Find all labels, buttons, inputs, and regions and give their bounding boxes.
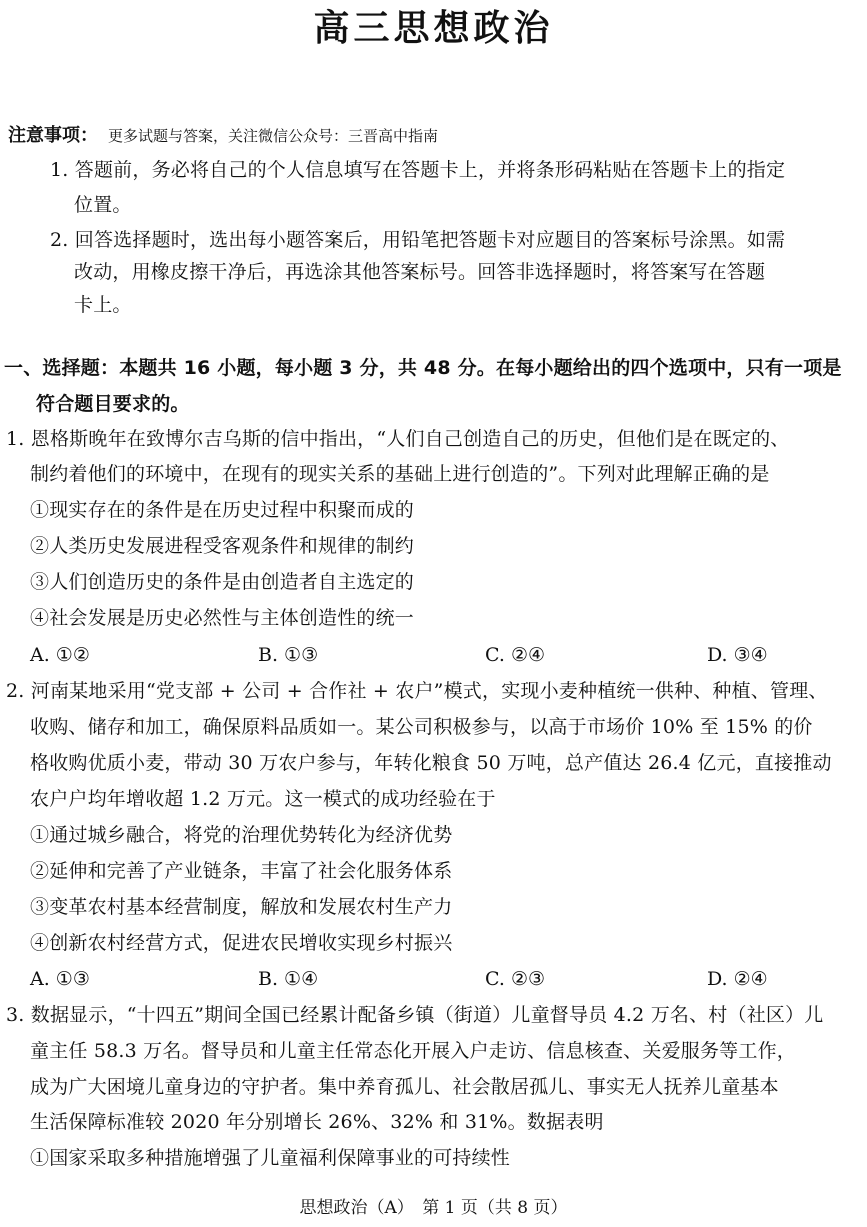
notice-extra: 更多试题与答案，关注微信公众号：三晋高中指南 <box>108 127 439 145</box>
q3-stem: 3. 数据显示，“十四五”期间全国已经累计配备乡镇（街道）儿童督导员 4.2 万名、村（社区）儿 <box>6 1004 824 1026</box>
q2-stem-cont2: 格收购优质小麦，带动 30 万农户参与，年转化粮食 50 万吨，总产值达 26.4 亿元，直接推动 <box>30 752 832 774</box>
q2-stem: 2. 河南某地采用“党支部 + 公司 + 合作社 + 农户”模式，实现小麦种植统一供种、种植、管理、 <box>6 680 828 702</box>
page-footer: 思想政治（A） 第 1 页（共 8 页） <box>299 1198 568 1218</box>
q3-stem-cont: 童主任 58.3 万名。督导员和儿童主任常态化开展入户走访、信息核查、关爱服务等工作， <box>30 1040 796 1062</box>
q1-statement-2: ②人类历史发展进程受客观条件和规律的制约 <box>30 535 415 557</box>
q3-stem-cont2: 成为广大困境儿童身边的守护者。集中养育孤儿、社会散居孤儿、事实无人抚养儿童基本 <box>30 1076 779 1098</box>
q1-statement-1: ①现实存在的条件是在历史过程中积聚而成的 <box>30 499 415 521</box>
q2-option-d[interactable]: D. ②④ <box>707 968 768 990</box>
q1-option-b[interactable]: B. ①③ <box>258 644 319 666</box>
q2-option-a[interactable]: A. ①③ <box>30 968 90 990</box>
notice-item-2: 2. 回答选择题时，选出每小题答案后，用铅笔把答题卡对应题目的答案标号涂黑。如需 <box>50 229 786 251</box>
q1-option-c[interactable]: C. ②④ <box>485 644 546 666</box>
notice-label: 注意事项： <box>8 125 98 146</box>
q2-statement-3: ③变革农村基本经营制度，解放和发展农村生产力 <box>30 896 453 918</box>
q2-statement-4: ④创新农村经营方式，促进农民增收实现乡村振兴 <box>30 932 453 954</box>
q3-stem-cont3: 生活保障标准较 2020 年分别增长 26%、32% 和 31%。数据表明 <box>30 1111 604 1133</box>
q1-option-a[interactable]: A. ①② <box>30 644 90 666</box>
q2-statement-2: ②延伸和完善了产业链条，丰富了社会化服务体系 <box>30 860 453 882</box>
section-heading-cont: 符合题目要求的。 <box>36 393 190 415</box>
q3-statement-1: ①国家采取多种措施增强了儿童福利保障事业的可持续性 <box>30 1147 511 1169</box>
q2-option-b[interactable]: B. ①④ <box>258 968 319 990</box>
q2-stem-cont: 收购、储存和加工，确保原料品质如一。某公司积极参与，以高于市场价 10% 至 15% 的价 <box>30 716 813 738</box>
notice-item-2-cont: 改动，用橡皮擦干净后，再选涂其他答案标号。回答非选择题时，将答案写在答题 <box>74 261 766 283</box>
notice-item-1-cont: 位置。 <box>74 194 132 216</box>
q2-stem-cont3: 农户户均年增收超 1.2 万元。这一模式的成功经验在于 <box>30 788 496 810</box>
q1-statement-4: ④社会发展是历史必然性与主体创造性的统一 <box>30 607 415 629</box>
notice-header <box>8 123 438 149</box>
q2-statement-1: ①通过城乡融合，将党的治理优势转化为经济优势 <box>30 824 453 846</box>
notice-item-2-cont2: 卡上。 <box>74 294 132 316</box>
notice-item-1: 1. 答题前，务必将自己的个人信息填写在答题卡上，并将条形码粘贴在答题卡上的指定 <box>50 159 786 181</box>
q1-stem-cont: 制约着他们的环境中，在现有的现实关系的基础上进行创造的”。下列对此理解正确的是 <box>30 463 770 485</box>
q1-statement-3: ③人们创造历史的条件是由创造者自主选定的 <box>30 571 415 593</box>
q2-option-c[interactable]: C. ②③ <box>485 968 546 990</box>
q1-stem: 1. 恩格斯晚年在致博尔吉乌斯的信中指出，“人们自己创造自己的历史，但他们是在既定的、 <box>6 428 790 450</box>
section-heading: 一、选择题：本题共 16 小题，每小题 3 分，共 48 分。在每小题给出的四个选项中，只有一项是 <box>4 357 842 379</box>
page-title: 高三思想政治 <box>313 8 554 49</box>
q1-option-d[interactable]: D. ③④ <box>707 644 768 666</box>
